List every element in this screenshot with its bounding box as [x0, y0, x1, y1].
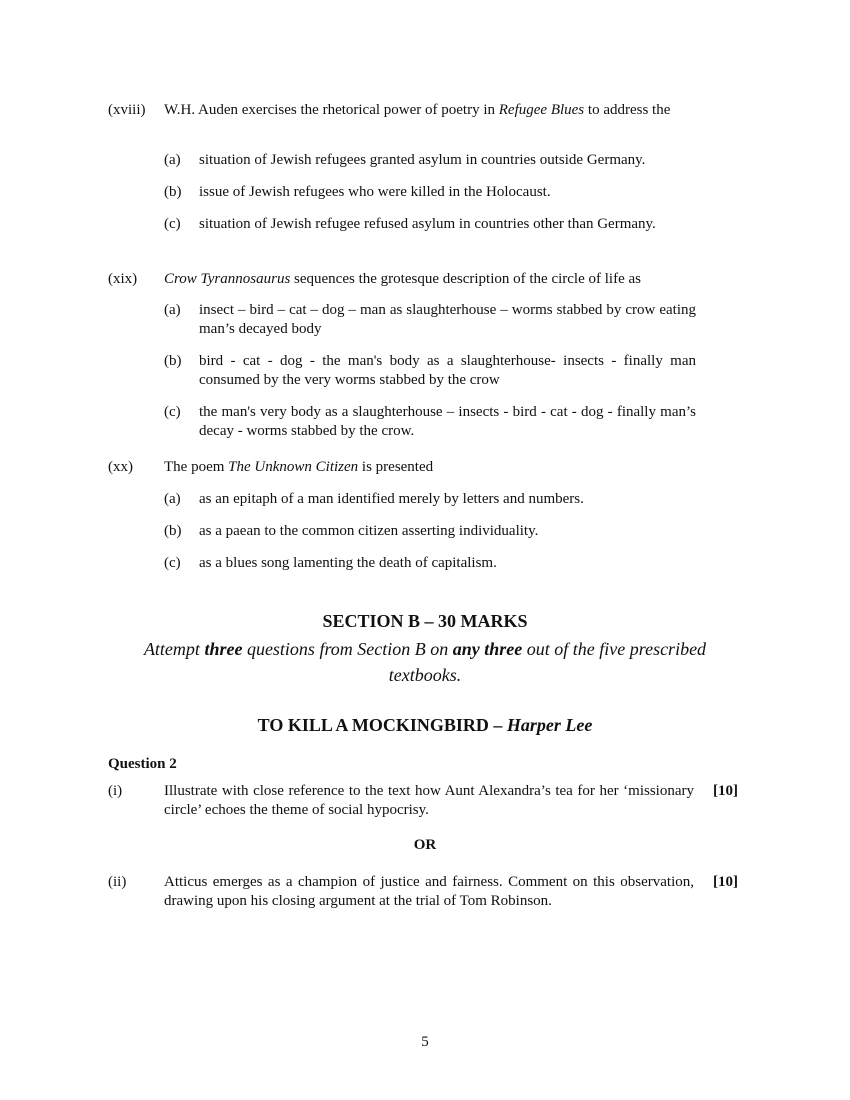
- marks-label: [10]: [713, 783, 738, 799]
- option-text: bird - cat - dog - the man's body as a slaughterhouse- insects - finally man consumed by the very worms stabbed by the crow: [199, 353, 696, 388]
- option-text: issue of Jewish refugees who were killed in the Holocaust.: [199, 184, 551, 200]
- page-number: 5: [421, 1034, 429, 1050]
- question-stem: The poem The Unknown Citizen is presented: [164, 459, 434, 475]
- question-stem: Crow Tyrannosaurus sequences the grotesque description of the circle of life as: [164, 271, 641, 287]
- part-number: (ii): [108, 874, 127, 890]
- section-instructions: Attempt three questions from Section B on any three out of the five prescribed textbooks.: [143, 639, 707, 685]
- question-number: (xviii): [108, 102, 146, 118]
- option-letter: (a): [164, 152, 181, 168]
- option-text: as an epitaph of a man identified merely by letters and numbers.: [199, 491, 584, 507]
- option-text: situation of Jewish refugees granted asylum in countries outside Germany.: [199, 152, 646, 168]
- option-text: situation of Jewish refugee refused asylum in countries other than Germany.: [199, 216, 656, 232]
- option-text: as a paean to the common citizen asserting individuality.: [199, 523, 539, 539]
- question-label: Question 2: [108, 756, 177, 772]
- option-letter: (a): [164, 491, 181, 507]
- book-heading: TO KILL A MOCKINGBIRD – Harper Lee: [257, 715, 593, 735]
- option-letter: (b): [164, 353, 182, 369]
- option-letter: (c): [164, 555, 181, 571]
- part-text: Atticus emerges as a champion of justice and fairness. Comment on this observation, drawing upon his closing argument at the trial of Tom Robinson.: [164, 874, 694, 909]
- option-text: insect – bird – cat – dog – man as slaughterhouse – worms stabbed by crow eating man’s decayed body: [199, 302, 696, 337]
- question-number: (xix): [108, 271, 138, 287]
- section-heading: SECTION B – 30 MARKS: [322, 611, 528, 631]
- option-text: as a blues song lamenting the death of capitalism.: [199, 555, 497, 571]
- question-number: (xx): [108, 459, 133, 475]
- option-letter: (a): [164, 302, 181, 318]
- option-letter: (b): [164, 184, 182, 200]
- or-separator: OR: [413, 837, 437, 853]
- part-text: Illustrate with close reference to the text how Aunt Alexandra’s tea for her ‘missionary circle’ echoes the theme of social hypocrisy.: [164, 783, 694, 818]
- option-text: the man's very body as a slaughterhouse – insects - bird - cat - dog - finally man’s decay - worms stabbed by the crow.: [199, 404, 696, 439]
- question-stem: W.H. Auden exercises the rhetorical power of poetry in Refugee Blues to address the: [164, 102, 671, 118]
- part-number: (i): [108, 783, 123, 799]
- option-letter: (b): [164, 523, 182, 539]
- marks-label: [10]: [713, 874, 738, 890]
- option-letter: (c): [164, 404, 181, 420]
- option-letter: (c): [164, 216, 181, 232]
